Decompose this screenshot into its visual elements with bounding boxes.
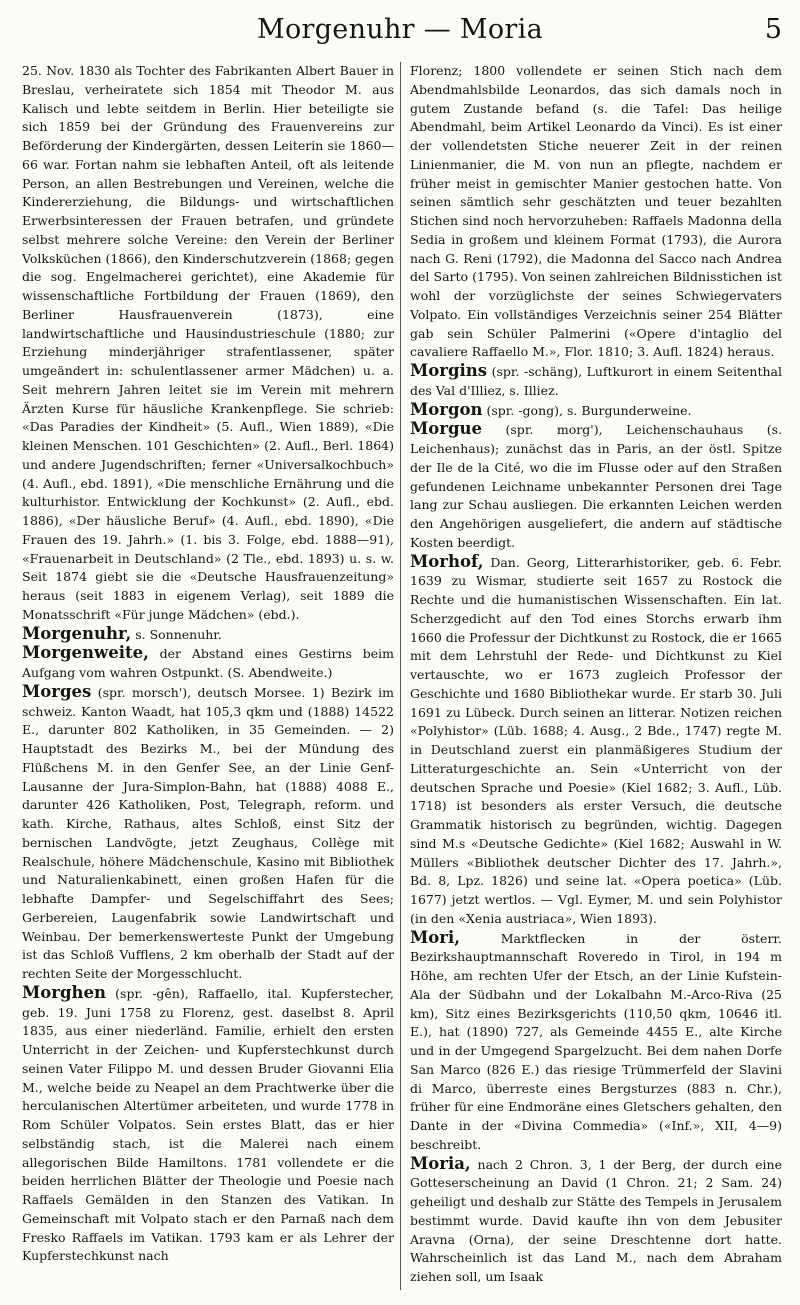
page-number: 5 [764, 14, 782, 45]
entry-text: Florenz; 1800 vollendete er seinen Stich nach dem Abendmahlsbilde Leonardos, das sich damals noch in gutem Zustande befand (s. die Tafel: Das heilige Abendmahl, beim Artikel Leonardo da Vinci). Es ist einer der vollendetsten Stiche neuerer Zeit in der reinen Linienmanier, die M. von nun an pflegte, nachdem er früher meist in gemischter Manier gestochen hatte. Von seinen sämtlich sehr geschätzten und teuer bezahlten Stichen sind noch hervorzuheben: Raffaels Madonna della Sedia in großem und kleinem Format (1793), die Aurora nach G. Reni (1792), die Madonna del Sacco nach Andrea del Sarto (1795). Von seinen zahlreichen Bildnisstichen ist wohl der vorzüglichste der seines Schwiegervaters Volpato. Ein vollständiges Verzeichnis seiner 254 Blätter gab sein Schüler Palmerini («Opere d'intaglio del cavaliere Raffaello M.», Flor. 1810; 3. Aufl. 1824) heraus. [410, 63, 782, 360]
dictionary-entry [410, 362, 782, 401]
entry-headword: Morhof, [410, 551, 484, 571]
right-column [410, 62, 782, 1287]
column-divider [400, 62, 401, 1290]
dictionary-entry [410, 553, 782, 929]
entry-text: (spr. -gong), s. Burgunderweine. [482, 402, 692, 418]
entry-text: nach 2 Chron. 3, 1 der Berg, der durch eine Gotteserscheinung an David (1 Chron. 21; 2 Sam. 24) geheiligt und deshalb zur Stätte des Tempels in Jerusalem bestimmt wurde. David kaufte ihn von dem Jebusiter Aravna (Orna), der seine Dreschtenne dort hatte. Wahrscheinlich ist das Land M., nach dem Abraham ziehen soll, um Isaak [410, 1156, 782, 1284]
entry-text: Dan. Georg, Litterarhistoriker, geb. 6. Febr. 1639 zu Wismar, studierte seit 1657 zu Rostock die Rechte und die humanistischen Wissenschaften. Ein lat. Scherzgedicht auf den Tod eines Storchs erwarb ihm 1660 die Professur der Dichtkunst zu Rostock, die er 1665 mit dem Lehrstuhl der Rede- und Dichtkunst zu Kiel vertauschte, wo er 1673 zugleich Professor der Geschichte und 1680 Bibliothekar wurde. Er starb 30. Juli 1691 zu Lübeck. Durch seinen an litterar. Notizen reichen «Polyhistor» (Lüb. 1688; 4. Ausg., 2 Bde., 1747) regte M. in Deutschland zuerst ein planmäßigeres Studium der Litteraturgeschichte an. Sein «Unterricht von der deutschen Sprache und Poesie» (Kiel 1682; 3. Aufl., Lüb. 1718) ist besonders als erster Versuch, die deutsche Grammatik historisch zu begründen, wichtig. Dagegen sind M.s «Deutsche Gedichte» (Kiel 1682; Auswahl in W. Müllers «Bibliothek deutscher Dichter des 17. Jahrh.», Bd. 8, Lpz. 1826) und seine lat. «Opera poetica» (Lüb. 1677) jetzt wertlos. — Vgl. Eymer, M. und sein Polyhistor (in den «Xenia austriaca», Wien 1893). [410, 554, 783, 926]
entry-text: der Abstand eines Gestirns beim Aufgang vom wahren Ostpunkt. (S. Abendweite.) [22, 646, 394, 680]
entry-text: (spr. morsch'), deutsch Morsee. 1) Bezirk im schweiz. Kanton Waadt, hat 105,3 qkm und (1888) 14522 E., darunter 802 Katholiken, in 35 Gemeinden. — 2) Hauptstadt des Bezirks M., bei der Mündung des Flüßchens M. in den Genfer See, an der Linie Genf-Lausanne der Jura-Simplon-Bahn, hat (1888) 4088 E., darunter 426 Katholiken, Post, Telegraph, reform. und kath. Kirche, Rathaus, altes Schloß, einst Sitz der bernischen Landvögte, jetzt Zeughaus, Collège mit Realschule, höhere Mädchenschule, Kasino mit Bibliothek und Naturalienkabinett, einen großen Hafen für die lebhafte Dampfer- und Segelschiffahrt des Sees; Gerbereien, Laugenfabrik sowie Landwirtschaft und Weinbau. Der bemerkenswerteste Punkt der Umgebung ist das Schloß Vufflens, 2 km oberhalb der Stadt auf der rechten Seite der Morgesschlucht. [22, 684, 394, 981]
entry-headword: Morgon [410, 399, 483, 419]
entry-headword: Morgenuhr, [22, 623, 132, 643]
entry-continuation [410, 62, 782, 362]
entry-headword: Morgenweite, [22, 643, 149, 663]
entry-headword: Mori, [410, 927, 460, 947]
entry-headword: Morgins [410, 361, 488, 380]
entry-text: (spr. -schäng), Luftkurort in einem Seitenthal des Val d'Illiez, s. Illiez. [410, 364, 782, 398]
entry-text: (spr. -gên), Raffaello, ital. Kupferstecher, geb. 19. Juni 1758 zu Florenz, gest. daselbst 8. April 1835, aus einer niederländ. Familie, erhielt den ersten Unterricht in der Zeichen- und Kupferstechkunst durch seinen Vater Filippo M. und dessen Bruder Giovanni Elia M., welche beide zu Neapel an dem Prachtwerke über die herculanischen Altertümer arbeiteten, und wurde 1778 in Rom Schüler Volpatos. Sein erstes Blatt, das er hier selbständig stach, ist die Malerei nach einem allegorischen Bilde Hamiltons. 1781 vollendete er die beiden herrlichen Blätter der Theologie und Poesie nach Raffaels Gemälden in den Stanzen des Vatikan. In Gemeinschaft mit Volpato stach er den Parnaß nach dem Fresko Raffaels im Vatikan. 1793 kam er als Lehrer der Kupferstechkunst nach [22, 985, 394, 1264]
entry-text: s. Sonnenuhr. [131, 626, 222, 642]
dictionary-entry [410, 1155, 782, 1287]
entry-headword: Morghen [22, 982, 106, 1002]
entry-text: (spr. morg'), Leichenschauhaus (s. Leichenhaus); zunächst das in Paris, an der östl. Spitze der Ile de la Cité, wo die im Flusse oder auf den Straßen gefundenen Leichname unbekannter Personen drei Tage lang zur Schau ausliegen. Die erkannten Leichen werden den Angehörigen ausgeliefert, die andern auf städtische Kosten beerdigt. [410, 422, 782, 550]
entry-headword: Moria, [410, 1153, 471, 1173]
dictionary-entry [410, 401, 782, 421]
dictionary-entry [22, 644, 394, 683]
page-header [0, 14, 800, 54]
dictionary-entry [410, 420, 782, 552]
entry-text: Marktflecken in der österr. Bezirkshauptmannschaft Roveredo in Tirol, in 194 m Höhe, am rechten Ufer der Etsch, an der Linie Kufstein-Ala der Südbahn und der Lokalbahn M.-Arco-Riva (25 km), Sitz eines Bezirksgerichts (110,50 qkm, 10646 itl. E.), hat (1890) 727, als Gemeinde 4455 E., alte Kirche und in der Umgegend Spargelzucht. Bei dem nahen Dorfe San Marco (826 E.) das riesige Trümmerfeld der Slavini di Marco, überreste eines Bergsturzes (883 n. Chr.), früher für eine Endmoräne eines Gletschers gehalten, den Dante in der «Divina Commedia» («Inf.», XII, 4—9) beschreibt. [410, 930, 782, 1152]
entry-headword: Morgue [410, 419, 482, 439]
dictionary-entry [410, 929, 782, 1155]
entry-text: 25. Nov. 1830 als Tochter des Fabrikanten Albert Bauer in Breslau, verheiratete sich 1854 mit Theodor M. aus Kalisch und lebte seitdem in Berlin. Hier beteiligte sie sich 1859 bei der Gründung des Frauenvereins zur Beförderung der Kindergärten, dessen Leiterin sie 1860—66 war. Fortan nahm sie lebhaften Anteil, oft als leitende Person, an allen Bestrebungen und Vereinen, welche die Kindererziehung, die Bildungs- und wirtschaftlichen Erwerbsinteressen der Frauen betrafen, und gründete selbst mehrere solche Vereine: den Verein der Berliner Volksküchen (1866), den Kinderschutzverein (1868; gegen die sog. Engelmacherei gerichtet), eine Akademie für wissenschaftliche Fortbildung der Frauen (1869), den Berliner Hausfrauenverein (1873), eine landwirtschaftliche und Hausindustrieschule (1880; zur Erziehung minderjähriger strafentlassener, später umgeändert in: schulentlassener armer Mädchen) u. a. Seit mehrern Jahren leitet sie im Verein mit mehrern Ärzten Kurse für häusliche Krankenpflege. Sie schrieb: «Das Paradies der Kindheit» (5. Aufl., Wien 1889), «Die kleinen Menschen. 101 Geschichten» (2. Aufl., Berl. 1864) und andere Jugendschriften; ferner «Universalkochbuch» (4. Aufl., ebd. 1891), «Die menschliche Ernährung und die kulturhistor. Entwicklung der Kochkunst» (2. Aufl., ebd. 1886), «Der häusliche Beruf» (4. Aufl., ebd. 1890), «Die Frauen des 19. Jahrh.» (1. bis 3. Folge, ebd. 1888—91), «Frauenarbeit in Deutschland» (2 Tle., ebd. 1893) u. s. w. Seit 1874 giebt sie die «Deutsche Hausfrauenzeitung» heraus (seit 1883 in eigenem Verlag), seit 1889 die Monatsschrift «Für junge Mädchen» (ebd.). [22, 63, 394, 622]
left-column [22, 62, 394, 1266]
entry-continuation [22, 62, 394, 625]
dictionary-entry [22, 984, 394, 1266]
page-title: Morgenuhr — Moria [257, 14, 543, 45]
dictionary-entry [22, 683, 394, 984]
dictionary-entry [22, 625, 394, 645]
entry-headword: Morges [22, 681, 92, 701]
